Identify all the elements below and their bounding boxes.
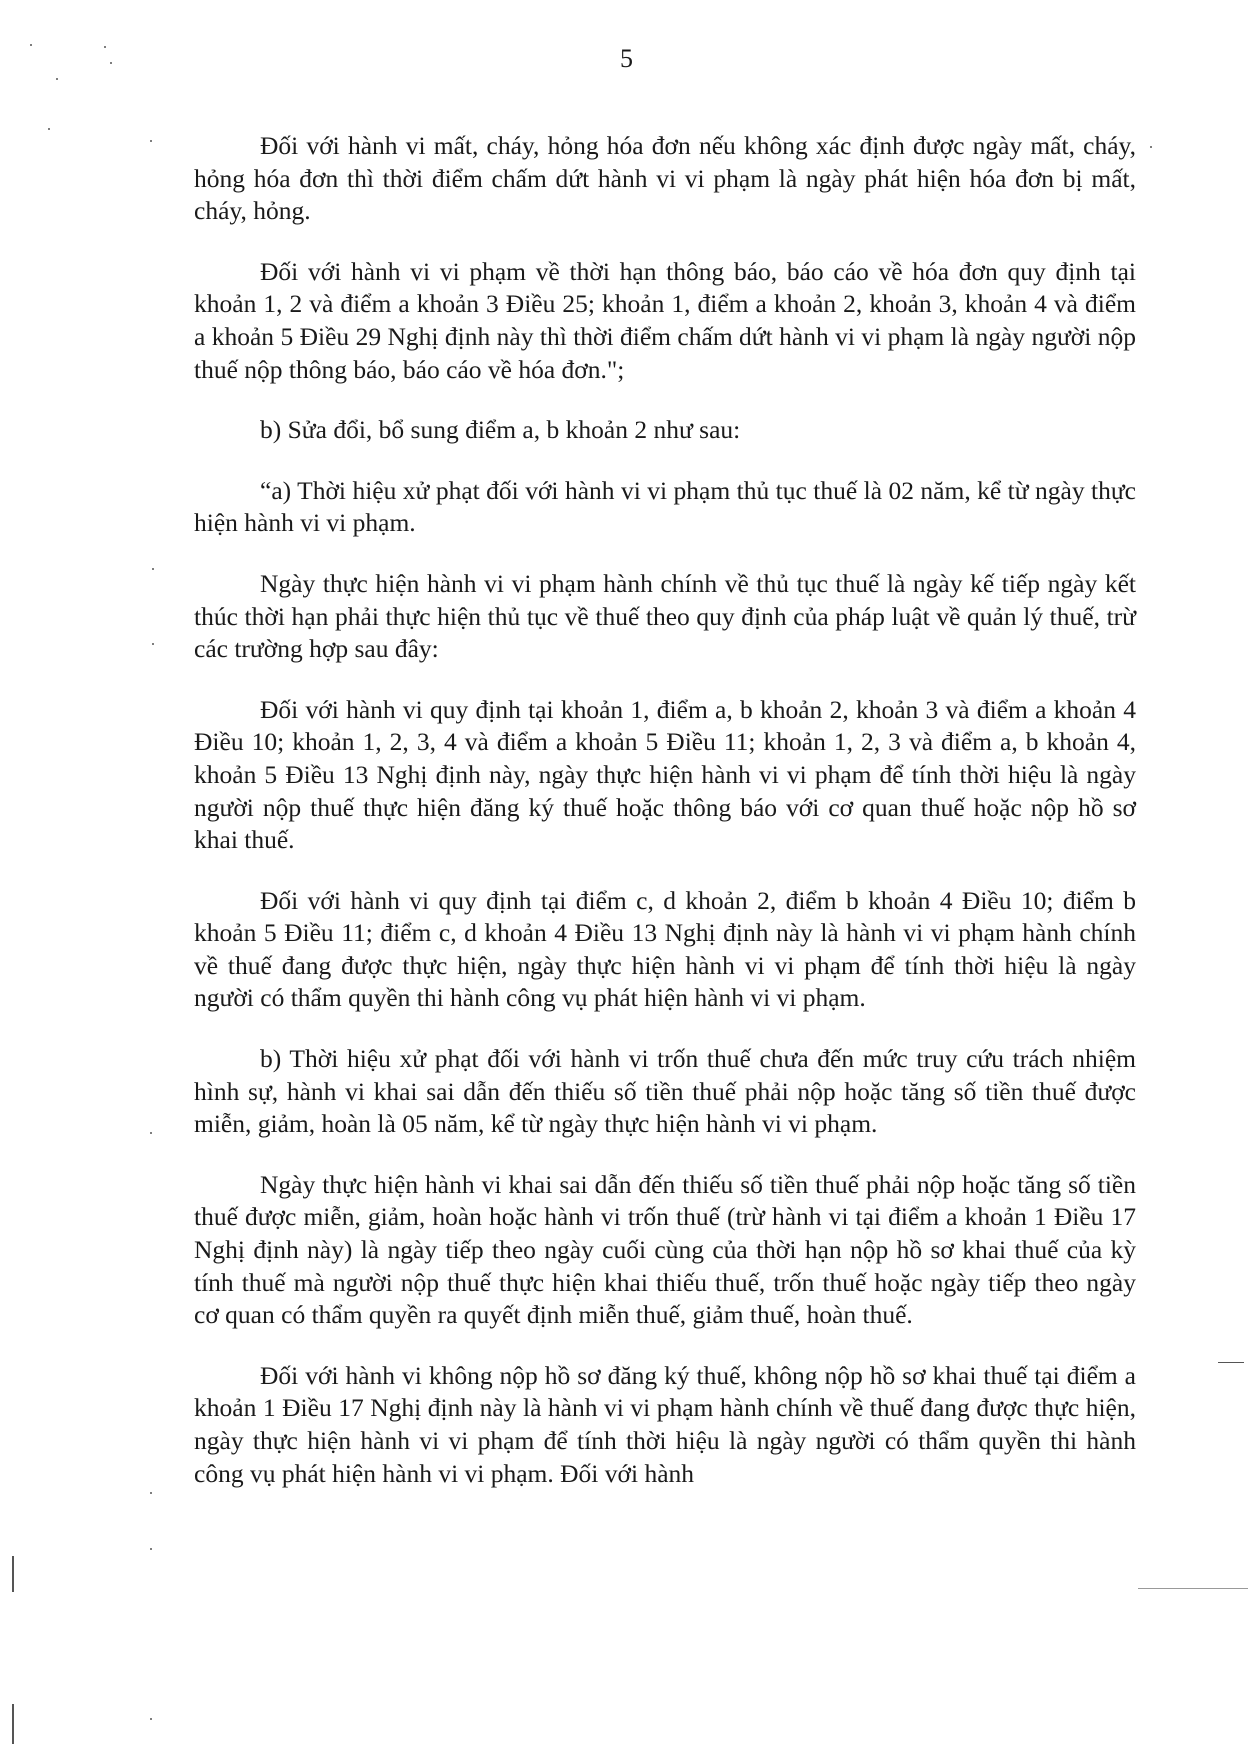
paragraph: Đối với hành vi vi phạm về thời hạn thông báo, báo cáo về hóa đơn quy định tại khoản 1, 2 và điểm a khoản 3 Điều 25; khoản 1, điểm a khoản 2, khoản 3, khoản 4 và điểm a khoản 5 Điều 29 Nghị định này thì thời điểm chấm dứt hành vi vi phạm là ngày người nộp thuế nộp thông báo, báo cáo về hóa đơn."; [194, 256, 1136, 384]
paragraph: Đối với hành vi quy định tại điểm c, d khoản 2, điểm b khoản 4 Điều 10; điểm b khoản 5 Điều 11; điểm c, d khoản 4 Điều 13 Nghị định này là hành vi vi phạm hành chính về thuế đang được thực hiện, ngày thực hiện hành vi vi phạm để tính thời hiệu là ngày người có thẩm quyền thi hành công vụ phát hiện hành vi vi phạm. [194, 885, 1136, 1013]
paragraph: “a) Thời hiệu xử phạt đối với hành vi vi phạm thủ tục thuế là 02 năm, kể từ ngày thực hiện hành vi vi phạm. [194, 475, 1136, 538]
scan-speck [1150, 146, 1152, 148]
scan-speck [150, 1548, 152, 1550]
paragraph: Đối với hành vi không nộp hồ sơ đăng ký thuế, không nộp hồ sơ khai thuế tại điểm a khoản 1 Điều 17 Nghị định này là hành vi vi phạm hành chính về thuế đang được thực hiện, ngày thực hiện hành vi vi phạm để tính thời hiệu là ngày người có thẩm quyền thi hành công vụ phát hiện hành vi vi phạm. Đối với hành [194, 1360, 1136, 1488]
scan-speck [150, 1492, 152, 1494]
scan-speck [48, 128, 50, 130]
paragraph: Đối với hành vi quy định tại khoản 1, điểm a, b khoản 2, khoản 3 và điểm a khoản 4 Điều 10; khoản 1, 2, 3, 4 và điểm a khoản 5 Điều 11; khoản 1, 2, 3 và điểm a, b khoản 4, khoản 5 Điều 13 Nghị định này, ngày thực hiện hành vi vi phạm để tính thời hiệu là ngày người nộp thuế thực hiện đăng ký thuế hoặc thông báo với cơ quan thuế hoặc nộp hồ sơ khai thuế. [194, 694, 1136, 855]
paragraph: Đối với hành vi mất, cháy, hỏng hóa đơn nếu không xác định được ngày mất, cháy, hỏng hóa đơn thì thời điểm chấm dứt hành vi vi phạm là ngày phát hiện hóa đơn bị mất, cháy, hỏng. [194, 131, 1136, 226]
paragraph: b) Sửa đổi, bổ sung điểm a, b khoản 2 như sau: [260, 415, 741, 445]
scan-speck [150, 140, 152, 142]
scan-speck [152, 568, 154, 570]
scan-line [12, 1704, 14, 1744]
scan-speck [104, 46, 106, 48]
scan-dash [1218, 1362, 1244, 1363]
document-body [194, 130, 1136, 1518]
paragraph: Ngày thực hiện hành vi vi phạm hành chính về thủ tục thuế là ngày kế tiếp ngày kết thúc thời hạn phải thực hiện thủ tục về thuế theo quy định của pháp luật về quản lý thuế, trừ các trường hợp sau đây: [194, 568, 1136, 664]
paragraph: Ngày thực hiện hành vi khai sai dẫn đến thiếu số tiền thuế phải nộp hoặc tăng số tiền thuế được miễn, giảm, hoàn hoặc hành vi trốn thuế (trừ hành vi tại điểm a khoản 1 Điều 17 Nghị định này) là ngày tiếp theo ngày cuối cùng của thời hạn nộp hồ sơ khai thuế của kỳ tính thuế mà người nộp thuế thực hiện khai thiếu thuế, trốn thuế hoặc ngày tiếp theo ngày cơ quan có thẩm quyền ra quyết định miễn thuế, giảm thuế, hoàn thuế. [194, 1169, 1136, 1330]
scan-speck [56, 78, 58, 80]
scan-speck [150, 1132, 152, 1134]
scan-speck [150, 1718, 152, 1720]
paragraph: b) Thời hiệu xử phạt đối với hành vi trốn thuế chưa đến mức truy cứu trách nhiệm hình sự, hành vi khai sai dẫn đến thiếu số tiền thuế phải nộp hoặc tăng số tiền thuế được miễn, giảm, hoàn là 05 năm, kể từ ngày thực hiện hành vi vi phạm. [194, 1044, 1136, 1139]
scan-speck [110, 62, 112, 64]
scan-dash [1138, 1588, 1248, 1589]
scan-speck [30, 44, 32, 46]
scan-line [12, 1556, 14, 1592]
scan-speck [152, 643, 154, 645]
page-number: 5 [620, 44, 633, 73]
